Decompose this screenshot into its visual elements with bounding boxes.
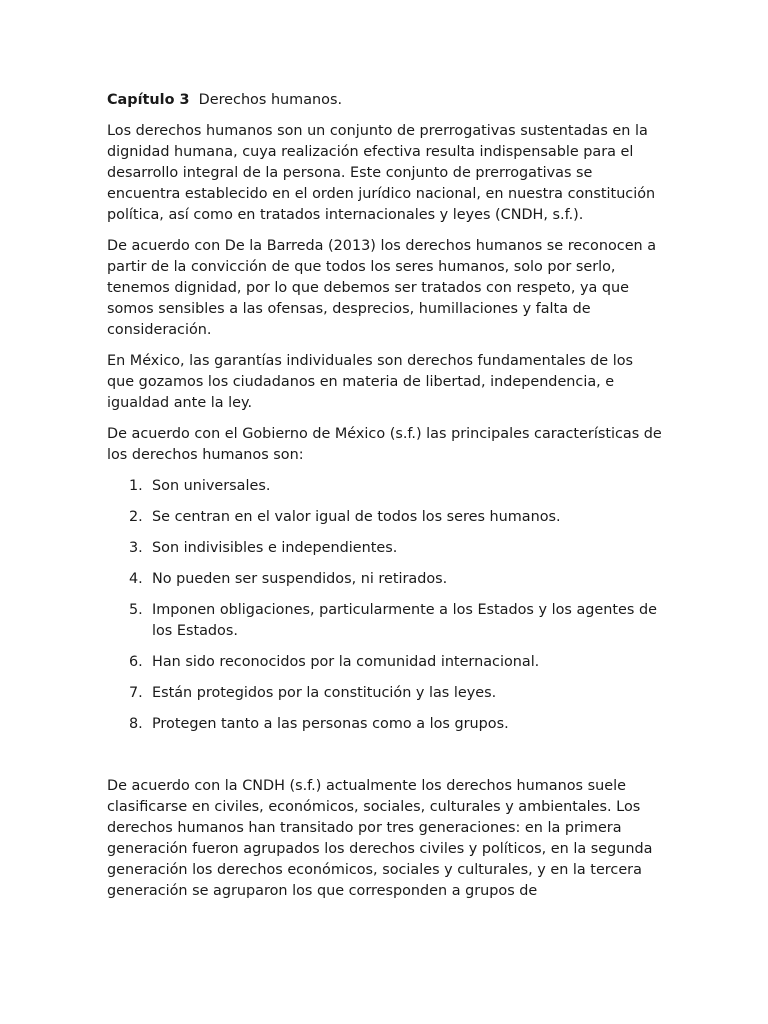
chapter-label: Capítulo 3	[107, 92, 190, 108]
list-item-text: No pueden ser suspendidos, ni retirados.	[152, 571, 448, 587]
list-item-number: 5.	[129, 602, 143, 618]
list-item-number: 3.	[129, 540, 143, 556]
list-item	[107, 569, 663, 590]
list-item	[107, 507, 663, 528]
list-item-text: Son universales.	[152, 478, 271, 494]
list-item	[107, 600, 663, 642]
paragraph-definition: Los derechos humanos son un conjunto de prerrogativas sustentadas en la dignidad humana, cuya realización efectiva resulta indispensable para el desarrollo integral de la persona. Este conjunto de prerrogativas se encuentra establecido en el orden jurídico nacional, en nuestra constitución política, así como en tratados internacionales y leyes (CNDH, s.f.).	[107, 123, 656, 223]
list-item-text: Imponen obligaciones, particularmente a los Estados y los agentes de los Estados.	[152, 602, 657, 639]
list-item-number: 2.	[129, 509, 143, 525]
list-item-text: Han sido reconocidos por la comunidad internacional.	[152, 654, 540, 670]
list-item	[107, 683, 663, 704]
paragraph-de-la-barreda: De acuerdo con De la Barreda (2013) los derechos humanos se reconocen a partir de la convicción de que todos los seres humanos, solo por serlo, tenemos dignidad, por lo que debemos ser tratados con respeto, ya que somos sensibles a las ofensas, desprecios, humillaciones y falta de consideración.	[107, 238, 657, 338]
list-item	[107, 714, 663, 735]
list-item-number: 7.	[129, 685, 143, 701]
chapter-title: Derechos humanos.	[198, 92, 343, 108]
chapter-heading	[107, 90, 663, 111]
characteristics-list	[107, 476, 663, 735]
list-item-text: Están protegidos por la constitución y las leyes.	[152, 685, 497, 701]
list-item-text: Son indivisibles e independientes.	[152, 540, 398, 556]
list-item-text: Protegen tanto a las personas como a los grupos.	[152, 716, 509, 732]
list-item	[107, 652, 663, 673]
paragraph-mexico: En México, las garantías individuales son derechos fundamentales de los que gozamos los ciudadanos en materia de libertad, independencia, e igualdad ante la ley.	[107, 353, 634, 411]
list-item-number: 6.	[129, 654, 143, 670]
list-item	[107, 476, 663, 497]
list-item-text: Se centran en el valor igual de todos los seres humanos.	[152, 509, 561, 525]
list-item-number: 1.	[129, 478, 143, 494]
vertical-spacer	[107, 745, 663, 776]
paragraph-list-intro: De acuerdo con el Gobierno de México (s.f.) las principales características de los derechos humanos son:	[107, 426, 662, 463]
document-page	[107, 90, 663, 902]
paragraph-classification: De acuerdo con la CNDH (s.f.) actualmente los derechos humanos suele clasificarse en civiles, económicos, sociales, culturales y ambientales. Los derechos humanos han transitado por tres generaciones: en la primera generación fueron agrupados los derechos civiles y políticos, en la segunda generación los derechos económicos, sociales y culturales, y en la tercera generación se agruparon los que corresponden a grupos de	[107, 778, 653, 899]
list-item-number: 4.	[129, 571, 143, 587]
list-item-number: 8.	[129, 716, 143, 732]
list-item	[107, 538, 663, 559]
